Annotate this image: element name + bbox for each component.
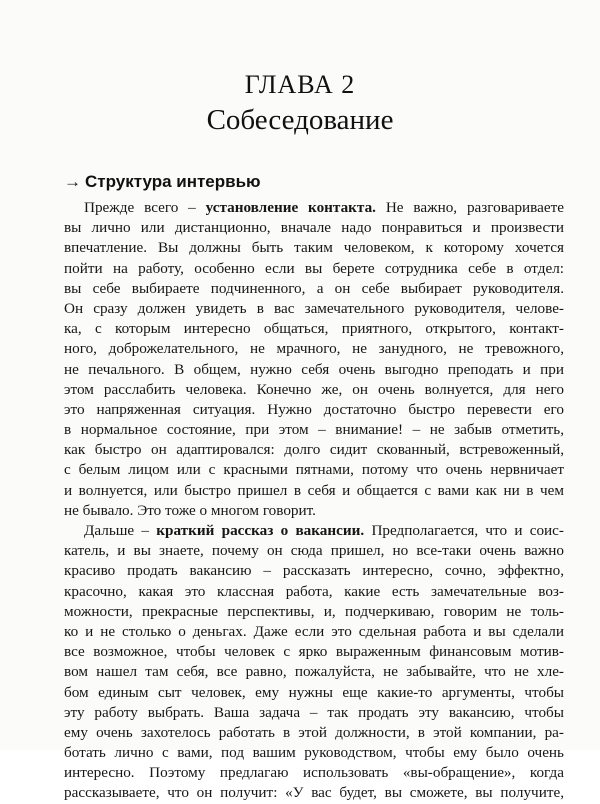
text-line: бом единым сыт человек, ему нужны еще какие-то аргументы, чтобы [64, 683, 564, 701]
text-line: ко и не столько о деньгах. Даже если это сдельная работа и вы сделали [64, 622, 564, 640]
text-line: красиво продать вакансию – рассказать интересно, сочно, эффектно, [64, 562, 564, 580]
text-line: с белым лицом или с красными пятнами, потому что очень нервничает [64, 461, 564, 479]
text-line: ка, с которым интересно общаться, приятного, открытого, контакт- [64, 320, 564, 338]
text-line: в нормальное состояние, при этом – внимание! – не забыв отметить, [64, 421, 564, 439]
text-run: Прежде всего – [84, 199, 206, 216]
section-heading-text: Структура интервью [85, 172, 261, 191]
text-line: рассказываете, что он получит: «У вас будет, вы сможете, вы получите, [64, 784, 564, 802]
text-line: вы лично или дистанционно, вначале надо понравиться и произвести [64, 219, 564, 237]
text-line: вы себе выбираете подчиненного, а он себе выбирает руководителя. [64, 279, 564, 297]
text-run: Не важно, разговариваете [375, 199, 564, 216]
text-line: вом нашел там себя, все равно, пожалуйста, не забывайте, что не хле- [64, 663, 564, 681]
text-line: красочно, какая это классная работа, какие есть замечательные воз- [64, 582, 564, 600]
text-line: не бывало. Это тоже о многом говорит. [64, 501, 316, 519]
text-line: можности, прекрасные перспективы, и, подчеркиваю, говорим не толь- [64, 602, 564, 620]
text-line: это напряженная ситуация. Нужно достаточно быстро перевести его [64, 400, 564, 418]
text-line: не печального. В общем, нужно себя очень выгодно преподать и при [64, 360, 564, 378]
body-text [64, 198, 564, 804]
text-run: Дальше – [84, 522, 157, 539]
text-line: впечатление. Вы должны быть таким человеком, к которому хочется [64, 239, 564, 257]
text-line: катель, и вы знаете, почему он сюда пришел, но все-таки очень важно [64, 542, 564, 560]
text-line: ему очень захотелось работать в этой должности, в этой компании, ра- [64, 723, 564, 741]
text-line [64, 521, 564, 541]
text-line: все возможное, чтобы человек с ярко выраженным финансовым мотив- [64, 643, 564, 661]
arrow-right-icon: → [64, 172, 81, 191]
text-line [64, 198, 564, 218]
emphasis-text: установление контакта. [205, 199, 376, 216]
emphasis-text: краткий рассказ о вакансии. [156, 522, 365, 539]
text-line: ботать лично с вами, под вашим руководством, чтобы ему было очень [64, 744, 564, 762]
section-heading [64, 172, 261, 192]
text-line: пойти на работу, особенно если вы берете сотрудника себе в отдел: [64, 259, 564, 277]
text-line: как быстро он адаптировался: долго сидит скованный, встревоженный, [64, 441, 564, 459]
chapter-title: Собеседование [206, 104, 394, 136]
chapter-label: ГЛАВА 2 [244, 70, 356, 99]
text-line: Он сразу должен увидеть в вас замечательного руководителя, челове- [64, 299, 564, 317]
text-run: Предполагается, что и соис- [364, 522, 564, 539]
text-line: интересно. Поэтому предлагаю использовать «вы-обращение», когда [64, 764, 564, 782]
text-line: ного, доброжелательного, не мрачного, не занудного, не тревожного, [64, 340, 564, 358]
text-line: этом расслабить человека. Конечно же, он очень волнуется, для него [64, 380, 564, 398]
text-line: и волнуется, или быстро пришел в себя и общается с вами как ни в чем [64, 481, 564, 499]
text-line: эту работу выбрать. Ваша задача – так продать эту вакансию, чтобы [64, 703, 564, 721]
